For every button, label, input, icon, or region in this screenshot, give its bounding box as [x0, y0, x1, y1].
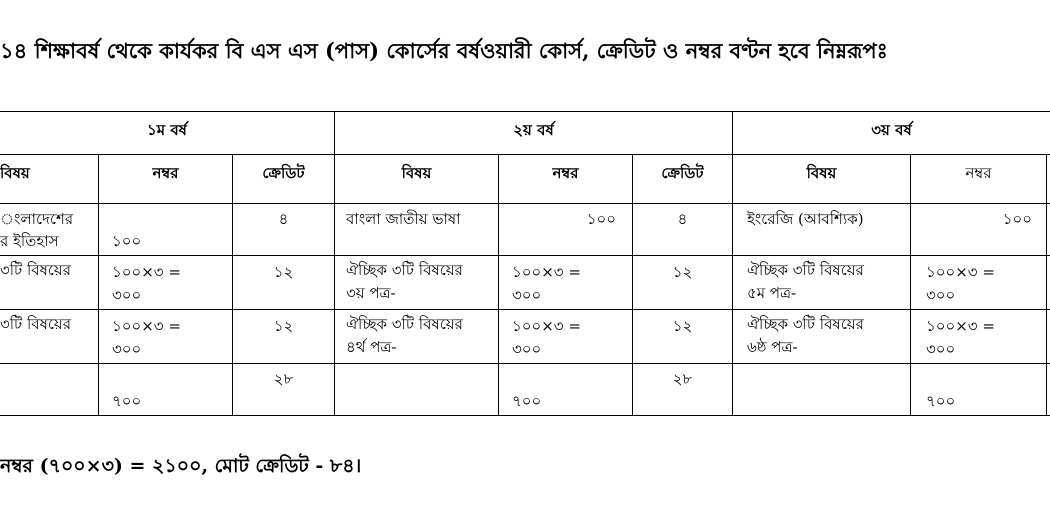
- y2-row1-marks: ১০০: [586, 210, 616, 228]
- y1-marks-header: নম্বর: [152, 164, 179, 182]
- y3-row1-subject: ইংরেজি (আবশ্যিক): [747, 210, 864, 228]
- year-1-header: ১ম বর্ষ: [147, 121, 187, 139]
- y1-row1-subject-line1: ংলাদেশের: [0, 210, 74, 228]
- y2-row2-subject-line1: ঐচ্ছিক ৩টি বিষয়ের: [346, 261, 463, 279]
- y3-marks-header: নম্বর: [965, 164, 992, 182]
- y1-credit-header: ক্রেডিট: [262, 164, 305, 182]
- y1-total-credit: ২৮: [273, 370, 294, 388]
- y3-row2-subject-line2: ৫ম পত্র-: [747, 284, 797, 302]
- y2-row3-subject-line1: ঐচ্ছিক ৩টি বিষয়ের: [346, 315, 463, 333]
- y1-row2-marks-line2: ৩০০: [112, 286, 142, 304]
- y1-row3-marks-line1: ১০০×৩ =: [112, 317, 181, 335]
- y1-row3-subject: ৩টি বিষয়ের: [0, 315, 72, 333]
- summary-footer: নম্বর (৭০০×৩) = ২১০০, মোট ক্রেডিট - ৮৪।: [0, 455, 362, 477]
- y2-total-credit: ২৮: [672, 370, 693, 388]
- y1-row2-marks-line1: ১০০×৩ =: [112, 263, 181, 281]
- y2-row3-marks-line1: ১০০×৩ =: [512, 317, 581, 335]
- y3-row2-marks-line2: ৩০০: [926, 286, 956, 304]
- y3-row2-marks-line1: ১০০×৩ =: [926, 263, 995, 281]
- y2-row1-credit: ৪: [677, 210, 688, 228]
- page-heading: ১৪ শিক্ষাবর্ষ থেকে কার্যকর বি এস এস (পাস) কোর্সের বর্ষওয়ারী কোর্স, ক্রেডিট ও নম্বর বণ্টন হবে নিম্নরূপঃ: [0, 38, 888, 63]
- y3-total-marks: ৭০০: [926, 392, 956, 410]
- y2-credit-header: ক্রেডিট: [661, 164, 704, 182]
- y3-row3-marks-line1: ১০০×৩ =: [926, 317, 995, 335]
- y2-marks-header: নম্বর: [552, 164, 579, 182]
- y2-total-marks: ৭০০: [512, 392, 542, 410]
- y2-subject-header: বিষয়: [401, 164, 432, 182]
- y3-row2-subject-line1: ঐচ্ছিক ৩টি বিষয়ের: [747, 261, 864, 279]
- y1-row1-subject-line2: র ইতিহাস: [0, 232, 59, 250]
- y1-row2-credit: ১২: [273, 263, 294, 281]
- y2-row1-subject: বাংলা জাতীয় ভাষা: [346, 210, 461, 228]
- y3-row3-subject-line1: ঐচ্ছিক ৩টি বিষয়ের: [747, 315, 864, 333]
- y2-row2-subject-line2: ৩য় পত্র-: [346, 284, 396, 302]
- y1-row1-marks: ১০০: [112, 232, 142, 250]
- y2-row3-credit: ১২: [672, 317, 693, 335]
- y3-row3-marks-line2: ৩০০: [926, 340, 956, 358]
- y2-row2-marks-line1: ১০০×৩ =: [512, 263, 581, 281]
- y1-subject-header: বিষয়: [0, 164, 30, 182]
- y1-total-marks: ৭০০: [112, 392, 142, 410]
- y2-row2-credit: ১২: [672, 263, 693, 281]
- y3-subject-header: বিষয়: [806, 164, 837, 182]
- y2-row2-marks-line2: ৩০০: [512, 286, 542, 304]
- y2-row3-marks-line2: ৩০০: [512, 340, 542, 358]
- y1-row3-marks-line2: ৩০০: [112, 340, 142, 358]
- y1-row1-credit: ৪: [278, 210, 289, 228]
- y2-row3-subject-line2: ৪র্থ পত্র-: [346, 338, 397, 356]
- y1-row3-credit: ১২: [273, 317, 294, 335]
- y3-row1-marks: ১০০: [1002, 210, 1032, 228]
- year-2-header: ২য় বর্ষ: [513, 121, 554, 139]
- year-3-header: ৩য় বর্ষ: [871, 121, 912, 139]
- y1-row2-subject: ৩টি বিষয়ের: [0, 261, 72, 279]
- y3-row3-subject-line2: ৬ষ্ঠ পত্র-: [747, 338, 798, 356]
